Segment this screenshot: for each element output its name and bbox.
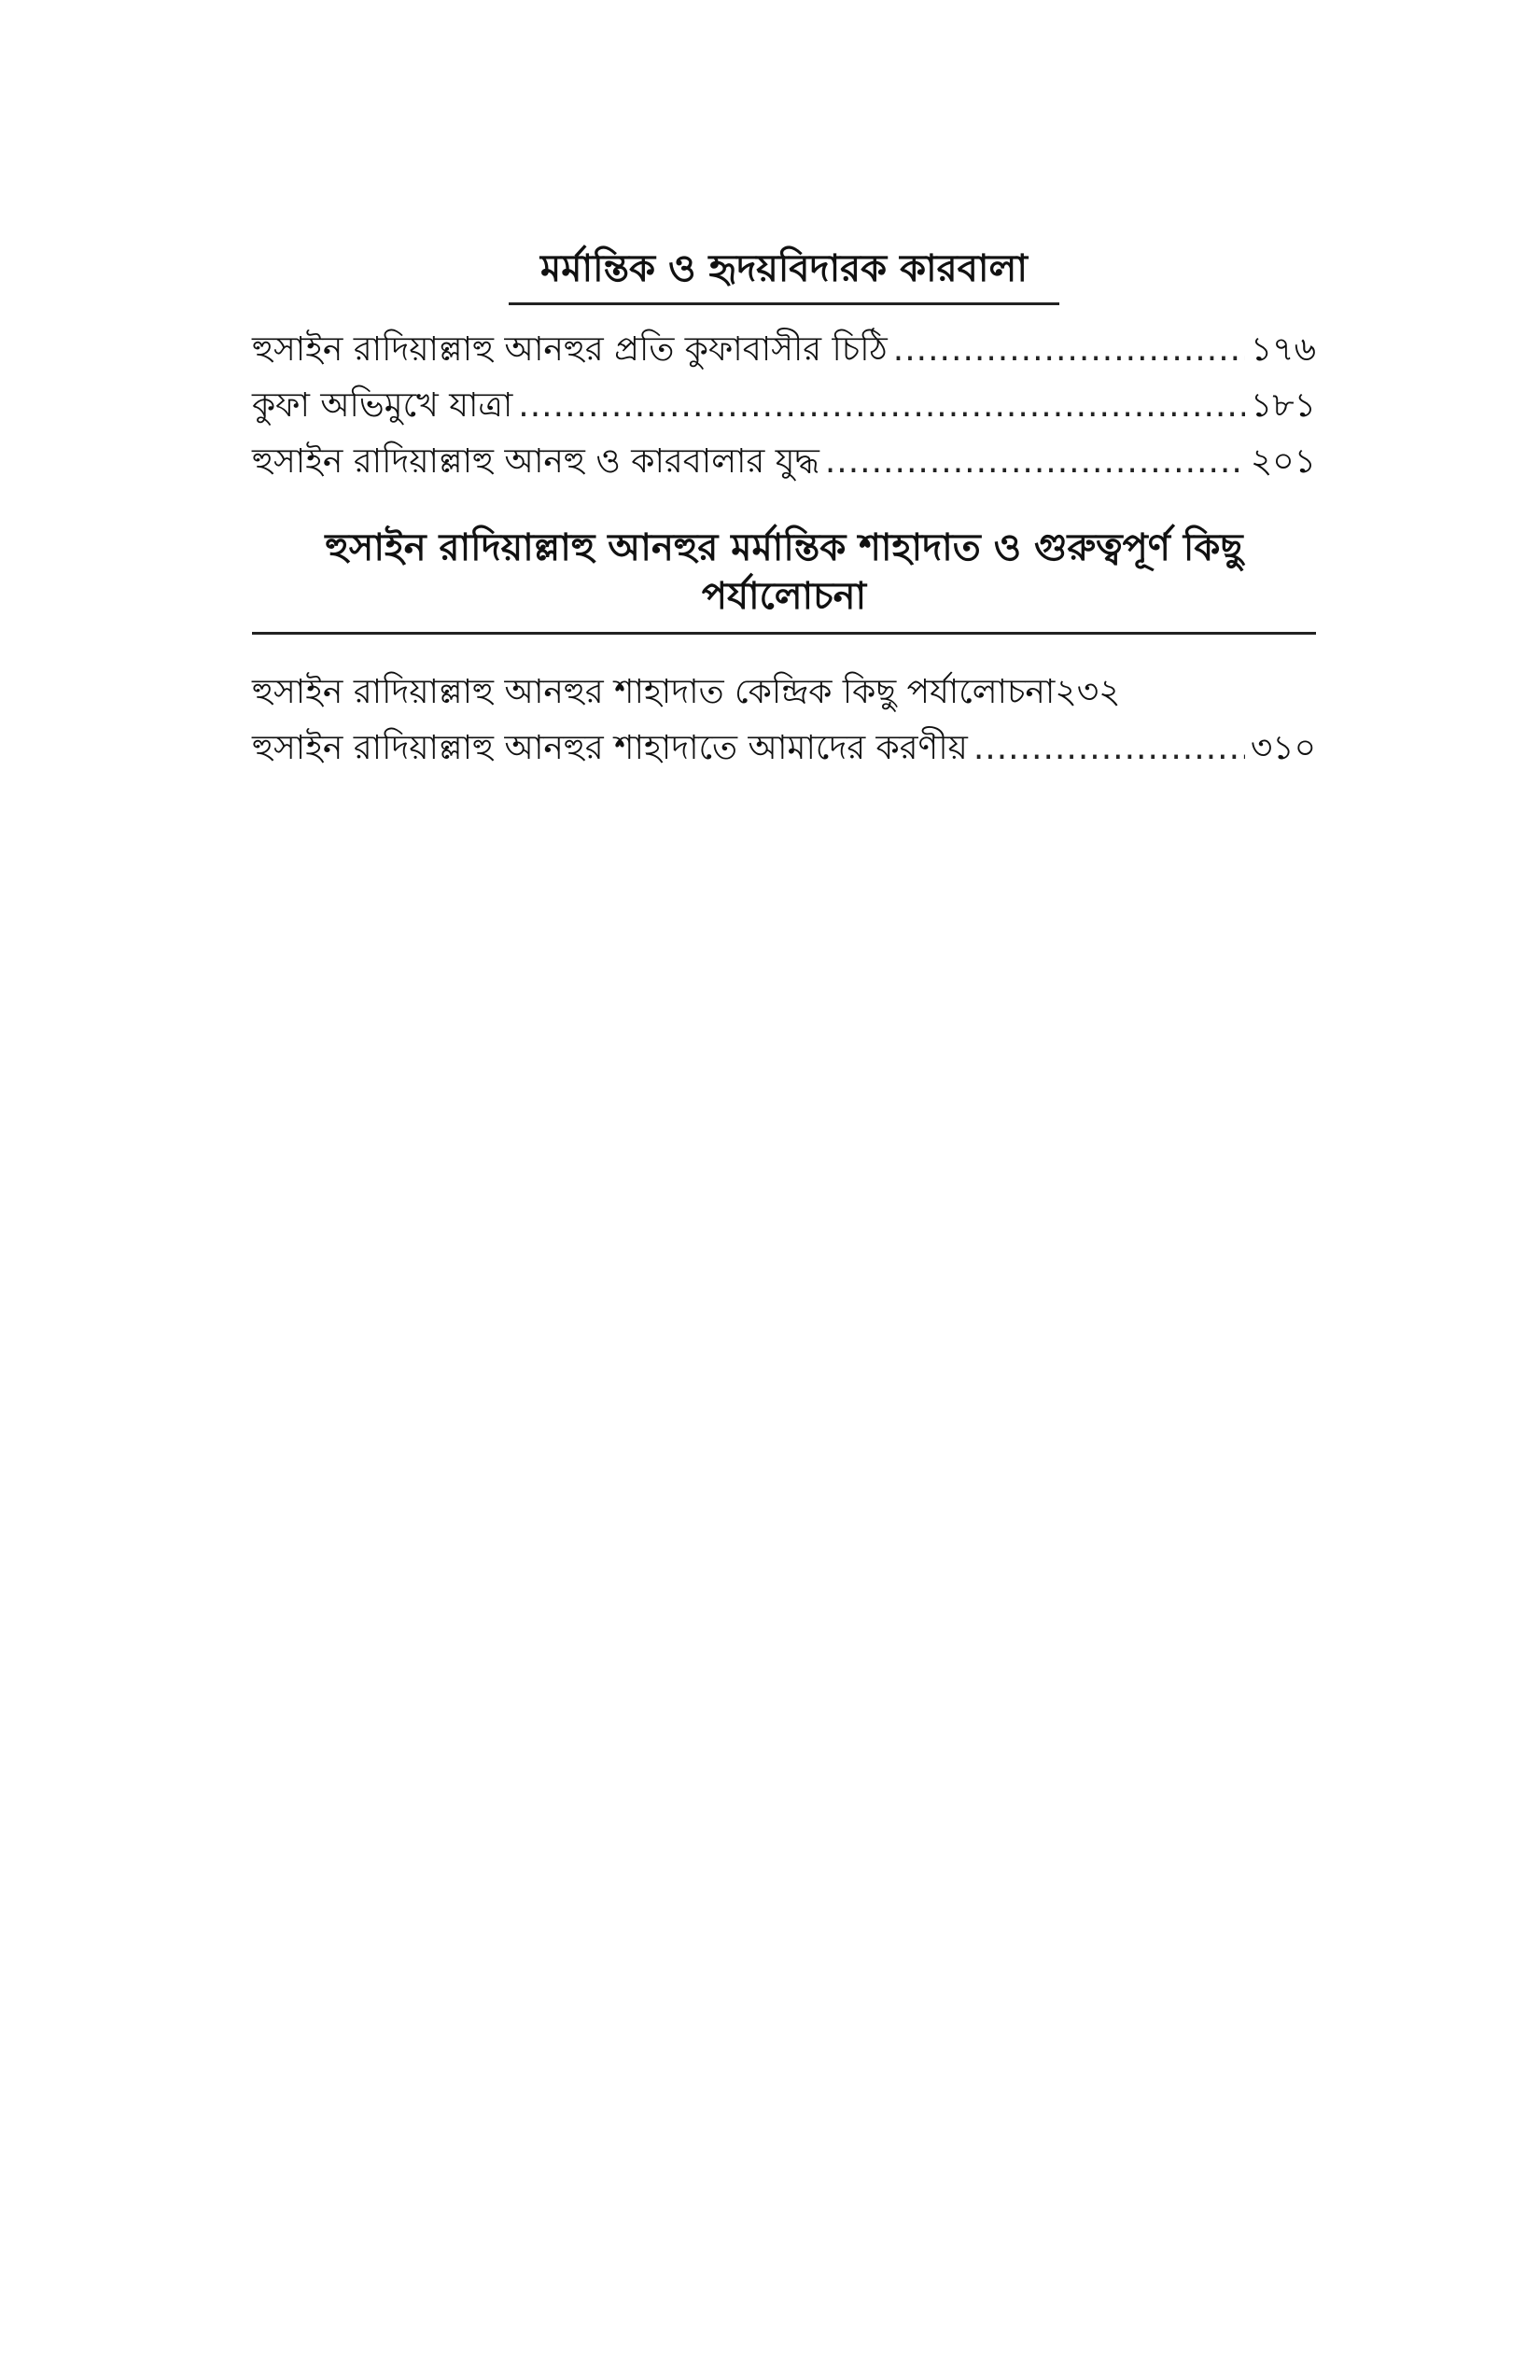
toc-entry xyxy=(252,326,1316,374)
dot-leader xyxy=(518,382,1245,430)
toc-entry-title: হুসাইন রাদিয়াল্লাহু আনহুর প্রতি কুফাবাসীর চিঠি xyxy=(252,330,888,369)
toc-entry-title: হুসাইন রাদিয়াল্লাহু আনহু ও কারবালার যুদ্ধ xyxy=(252,442,819,481)
toc-entry xyxy=(252,382,1316,430)
toc-entry-page: ১৮১ xyxy=(1250,386,1316,425)
table-of-contents xyxy=(252,245,1316,780)
toc-entry xyxy=(252,668,1316,717)
dot-leader xyxy=(973,724,1245,773)
section-heading-shahadat xyxy=(252,524,1316,635)
section-entries-shahadat xyxy=(252,668,1316,773)
toc-entry-title: হুসাইন রাদিয়াল্লাহু আনহুর শাহাদাত কেন্দ্রিক কিছু পর্যালোচনা xyxy=(252,673,1056,711)
toc-entry-page: ২৩২ xyxy=(1055,673,1121,711)
section-heading-karbala: মর্মান্তিক ও হৃদয়বিদারক কারবালা xyxy=(509,245,1059,305)
dot-leader xyxy=(893,326,1245,374)
section-heading-line: হুসাইন রাদিয়াল্লাহু আনহুর মর্মান্তিক শাহাদাত ও গুরুত্বপূর্ণ কিছু xyxy=(325,526,1243,569)
dot-leader xyxy=(825,438,1245,486)
toc-entry-title: কুফা অভিমুখে যাত্রা xyxy=(252,386,513,425)
toc-entry-page: ১৭৬ xyxy=(1250,330,1316,369)
toc-entry xyxy=(252,438,1316,486)
toc-entry-page: ২০১ xyxy=(1250,442,1316,481)
section-heading-line: পর্যালোচনা xyxy=(701,575,867,618)
section-entries-karbala xyxy=(252,326,1316,486)
toc-entry-title: হুসাইন রাদিয়াল্লাহু আনহুর শাহাদাতে আমাদের করণীয় xyxy=(252,729,968,767)
toc-entry-page: ৩১০ xyxy=(1250,729,1316,767)
toc-entry xyxy=(252,724,1316,773)
